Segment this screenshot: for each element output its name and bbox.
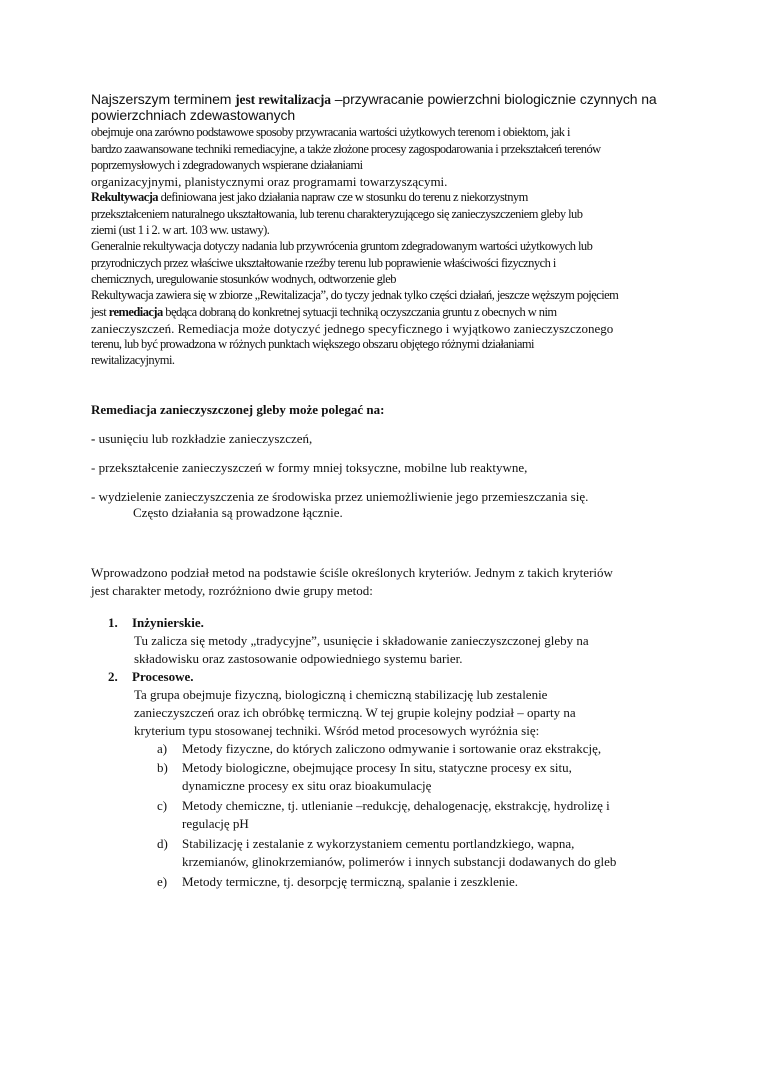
remediation-heading: Remediacja zanieczyszczonej gleby może polegać na: <box>91 402 385 417</box>
sub-item-letter: d) <box>157 836 168 851</box>
sub-item-c-line-2: regulację pH <box>182 816 249 831</box>
intro-line-9: ziemi (ust 1 i 2. w art. 103 ww. ustawy). <box>91 223 270 237</box>
sub-item-d-line-1: Stabilizację i zestalanie z wykorzystaniem cementu portlandzkiego, wapna, <box>182 836 575 851</box>
intro-line-3: obejmuje ona zarówno podstawowe sposoby przywracania wartości użytkowych terenom i obiektom, jak i <box>91 125 570 139</box>
remediation-item-text: usunięciu lub rozkładzie zanieczyszczeń, <box>95 431 313 446</box>
group-1-line-2: składowisku oraz zastosowanie odpowiedniego systemu barier. <box>134 651 463 666</box>
intro-line-8: przekształceniem naturalnego ukształtowania, lub terenu charakteryzującego się zanieczyszczeniem gleby lub <box>91 207 583 221</box>
intro-line-10: Generalnie rekultywacja dotyczy nadania lub przywrócenia gruntom zdegradowanym wartości użytkowych lub <box>91 239 593 253</box>
sub-item-a-line-1: Metody fizyczne, do których zaliczono odmywanie i sortowanie oraz ekstrakcję, <box>182 741 602 756</box>
group-2-number: 2. <box>108 669 118 684</box>
intro-line-4: bardzo zaawansowane techniki remediacyjne, a także złożone procesy zagospodarowania i przekształceń terenów <box>91 142 601 156</box>
group-2-line-3: kryterium typu stosowanej techniki. Wśród metod procesowych wyróżnia się: <box>134 723 540 738</box>
intro-line-2: powierzchniach zdewastowanych <box>91 107 296 123</box>
sub-item-c-line-1: Metody chemiczne, tj. utlenianie –redukcję, dehalogenację, ekstrakcję, hydrolizę i <box>182 798 610 813</box>
intro-text: Najszerszym terminem <box>91 91 236 107</box>
term-rewitalizacja: jest rewitalizacja <box>235 92 331 107</box>
intro-line-13: Rekultywacja zawiera się w zbiorze „Rewitalizacja”, do tyczy jednak tylko części działań, jeszcze węższym pojęciem <box>91 288 619 302</box>
group-2-title: Procesowe. <box>132 669 194 684</box>
group-2-line-1: Ta grupa obejmuje fizyczną, biologiczną i chemiczną stabilizację lub zestalenie <box>134 687 548 702</box>
group-1-number: 1. <box>108 615 118 630</box>
sub-item-d-line-2: krzemianów, glinokrzemianów, polimerów i innych substancji dodawanych do gleb <box>182 854 617 869</box>
intro-line-5: poprzemysłowych i zdegradowanych wspierane działaniami <box>91 158 363 172</box>
group-2-line-2: zanieczyszczeń oraz ich obróbkę termiczną. W tej grupie kolejny podział – oparty na <box>134 705 576 720</box>
intro-line-11: przyrodniczych przez właściwe ukształtowanie rzeźby terenu lub poprawienie właściwości fizycznych i <box>91 256 556 270</box>
sub-item-letter: c) <box>157 798 168 813</box>
intro-text: jest <box>91 305 109 319</box>
intro-line-15: zanieczyszczeń. Remediacja może dotyczyć jednego specyficznego i wyjątkowo zanieczyszczonego <box>91 321 614 336</box>
term-remediacja: remediacja <box>108 305 163 319</box>
remediation-item-2: - przekształcenie zanieczyszczeń w formy mniej toksyczne, mobilne lub reaktywne, <box>91 460 528 475</box>
remediation-item-3: - wydzielenie zanieczyszczenia ze środowiska przez uniemożliwienie jego przemieszczania się. <box>91 489 589 504</box>
remediation-note: Często działania są prowadzone łącznie. <box>133 505 343 520</box>
intro-text: definiowana jest jako działania napraw cze w stosunku do terenu z niekorzystnym <box>158 190 528 204</box>
sub-item-letter: e) <box>157 874 168 889</box>
intro-line-17: rewitalizacyjnymi. <box>91 353 175 367</box>
intro-line-14 <box>91 304 557 321</box>
intro-line-6: organizacyjnymi, planistycznymi oraz programami towarzyszącymi. <box>91 174 448 189</box>
dash: - <box>91 431 96 446</box>
group-1-title: Inżynierskie. <box>132 615 204 630</box>
intro-text: –przywracanie powierzchni biologicznie czynnych na <box>330 91 657 107</box>
sub-item-letter: b) <box>157 760 168 775</box>
remediation-item-1 <box>91 430 312 447</box>
methods-intro-line-2: jest charakter metody, rozróżniono dwie grupy metod: <box>91 583 373 598</box>
sub-item-b-line-1: Metody biologiczne, obejmujące procesy In situ, statyczne procesy ex situ, <box>182 760 572 775</box>
intro-line-1 <box>91 91 657 108</box>
group-1-line-1: Tu zalicza się metody „tradycyjne”, usunięcie i składowanie zanieczyszczonej gleby na <box>134 633 589 648</box>
methods-intro-line-1: Wprowadzono podział metod na podstawie ściśle określonych kryteriów. Jednym z takich kryteriów <box>91 565 613 580</box>
term-rekultywacja: Rekultywacja <box>91 190 159 204</box>
intro-text: będąca dobraną do konkretnej sytuacji techniką oczyszczania gruntu z obecnych w nim <box>162 305 557 319</box>
sub-item-b-line-2: dynamiczne procesy ex situ oraz bioakumulację <box>182 778 432 793</box>
sub-item-e-line-1: Metody termiczne, tj. desorpcję termiczną, spalanie i zeszklenie. <box>182 874 519 889</box>
intro-line-12: chemicznych, uregulowanie stosunków wodnych, odtworzenie gleb <box>91 272 396 286</box>
intro-line-7 <box>91 189 528 206</box>
sub-item-letter: a) <box>157 741 168 756</box>
intro-line-16: terenu, lub być prowadzona w różnych punktach większego obszaru objętego różnymi działaniami <box>91 337 534 351</box>
